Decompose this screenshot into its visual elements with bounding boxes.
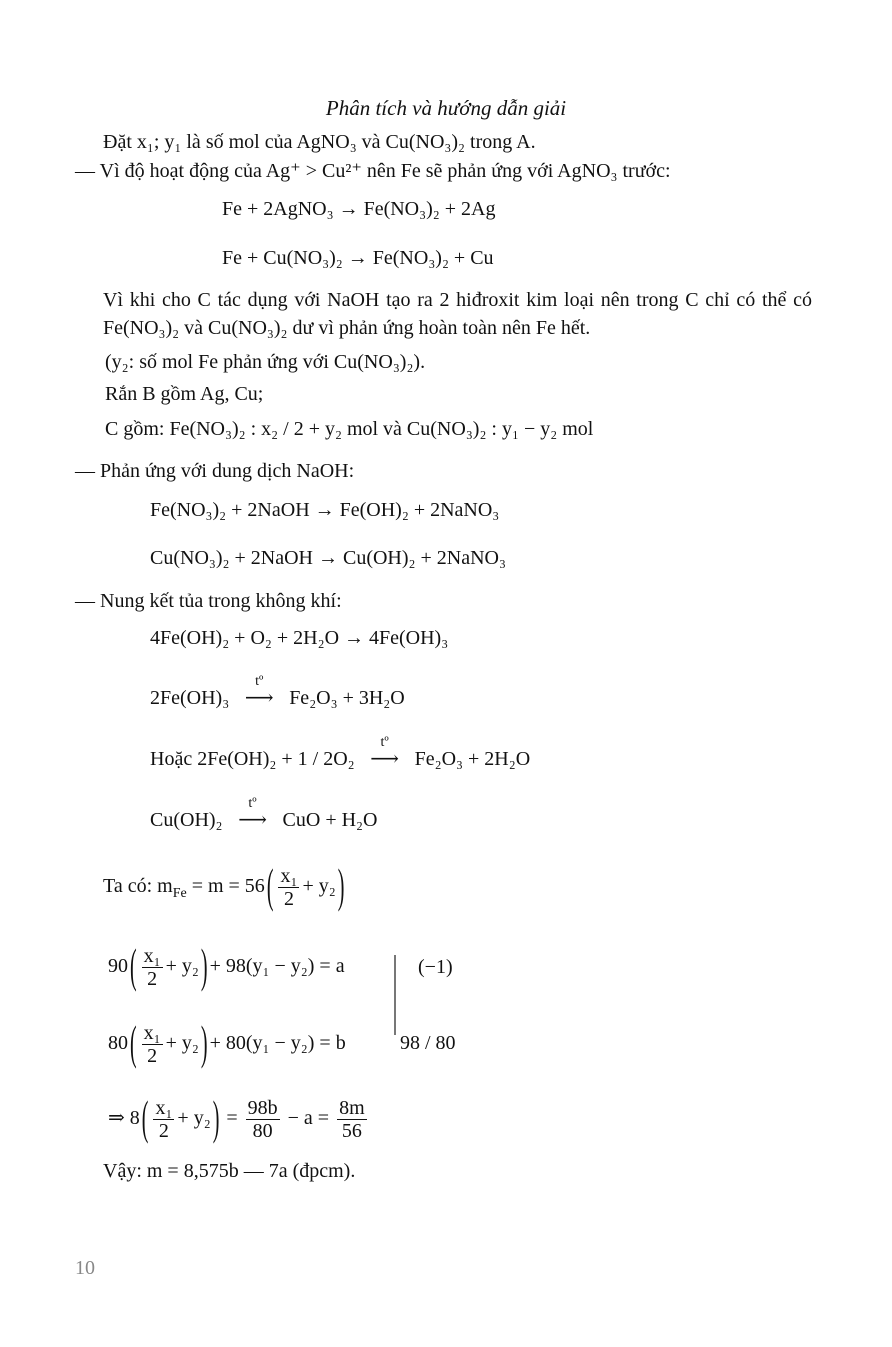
step-2: — Phản ứng với dung dịch NaOH: [75,460,355,482]
eq6-right: Fe₂O₃ + 3H₂O [289,687,405,709]
taco-sub: Fe [172,886,187,901]
eq8-right: CuO + H₂O [282,809,378,831]
multiplier-1: (−1) [418,956,453,978]
inner: + y₂ [165,955,199,977]
note-y2: (y₂: số mol Fe phản ứng với Cu(NO₃)₂). [105,351,426,373]
eq6-left: 2Fe(OH)₃ [150,687,230,709]
heat-label: tº [380,735,389,750]
c-contains: C gồm: Fe(NO₃)₂ : x₂ / 2 + y₂ mol và Cu(NO₃)₂ : y₁ − y₂ mol [105,418,594,440]
mass-fe-equation: Ta có: $m_{Fe} = m = 56$ ( $\frac{\text{x₁}}{2}$ + y₂ ) [103,861,345,914]
multiplier-2: 98 / 80 [400,1032,456,1054]
solid-b: Rắn B gồm Ag, Cu; [105,383,264,405]
result-equation: ⇒ 8 ( $\frac{\text{x₁}}{2}$ + y₂ ) = $\frac{98b}{80}$ − a = $\frac{8m}{56}$ [108,1093,365,1146]
coef: 80 [108,1032,128,1054]
frac-den: 2 [283,887,294,910]
intro-line: Đặt x₁; y₁ là số mol của AgNO₃ và Cu(NO₃)₂ trong A. [103,131,536,153]
paragraph-1: Vì khi cho C tác dụng với NaOH tạo ra 2 hiđroxit kim loại nên trong C chỉ có thể có Fe(NO₃)₂ và Cu(NO₃)₂ dư vì phản ứng hoàn toàn nên Fe hết. [103,289,812,339]
equation-1: Fe + 2AgNO₃ → Fe(NO₃)₂ + 2Ag [222,198,496,220]
eq7-left: Hoặc 2Fe(OH)₂ + 1 / 2O₂ [150,748,355,770]
frac-den: 80 [252,1119,273,1142]
coef: 90 [108,955,128,977]
inner: + y₂ [177,1107,211,1129]
rest: + 98(y₁ − y₂) = a [209,955,345,977]
equation-6 [150,674,405,710]
equation-5: 4Fe(OH)₂ + O₂ + 2H₂O → 4Fe(OH)₃ [150,627,449,649]
frac-num: 98b [247,1096,278,1119]
page-title: Phân tích và hướng dẫn giải [325,96,567,120]
heat-arrow-icon: tº ⟶ [223,808,283,832]
taco-tail: + y₂ [302,875,336,897]
system-divider [394,955,396,1035]
eq7-right: Fe₂O₃ + 2H₂O [414,748,531,770]
frac-den: 2 [158,1119,169,1142]
eq8-left: Cu(OH)₂ [150,809,223,831]
equation-8 [150,796,378,832]
system-eq-1: 90 ( $\frac{\text{x₁}}{2}$ + y₂ ) + 98(y₁ − y₂) = a [108,941,345,994]
page-number: 10 [75,1257,95,1279]
heat-label: tº [255,674,264,689]
frac-den: 2 [147,1044,158,1067]
frac-den: 56 [341,1119,362,1142]
step-3: — Nung kết tủa trong không khí: [75,590,342,612]
frac-num: 8m [339,1096,365,1119]
equation-3: Fe(NO₃)₂ + 2NaOH → Fe(OH)₂ + 2NaNO₃ [150,499,500,521]
rest: + 80(y₁ − y₂) = b [209,1032,346,1054]
inner: + y₂ [165,1032,199,1054]
mid: − a = [282,1107,335,1129]
system-eq-2: 80 ( $\frac{\text{x₁}}{2}$ + y₂ ) + 80(y₁ − y₂) = b [108,1018,346,1071]
frac-num: x₁ [143,944,161,967]
frac-num: x₁ [280,864,298,887]
frac-num: x₁ [143,1021,161,1044]
conclusion: Vậy: m = 8,575b — 7a (đpcm). [103,1160,356,1182]
step-1: — Vì độ hoạt động của Ag⁺ > Cu²⁺ nên Fe sẽ phản ứng với AgNO₃ trước: [75,160,671,182]
equals: = [221,1107,243,1129]
taco-label: Ta có: m [103,875,173,897]
equation-2: Fe + Cu(NO₃)₂ → Fe(NO₃)₂ + Cu [222,247,494,269]
frac-num: x₁ [155,1096,173,1119]
heat-arrow-icon: tº ⟶ [355,747,415,771]
frac-den: 2 [147,967,158,990]
lead: ⇒ 8 [108,1107,140,1129]
taco-mid: = m = 56 [186,875,265,897]
heat-label: tº [248,796,257,811]
heat-arrow-icon: tº ⟶ [229,686,289,710]
equation-4: Cu(NO₃)₂ + 2NaOH → Cu(OH)₂ + 2NaNO₃ [150,547,506,569]
equation-7 [150,735,531,771]
